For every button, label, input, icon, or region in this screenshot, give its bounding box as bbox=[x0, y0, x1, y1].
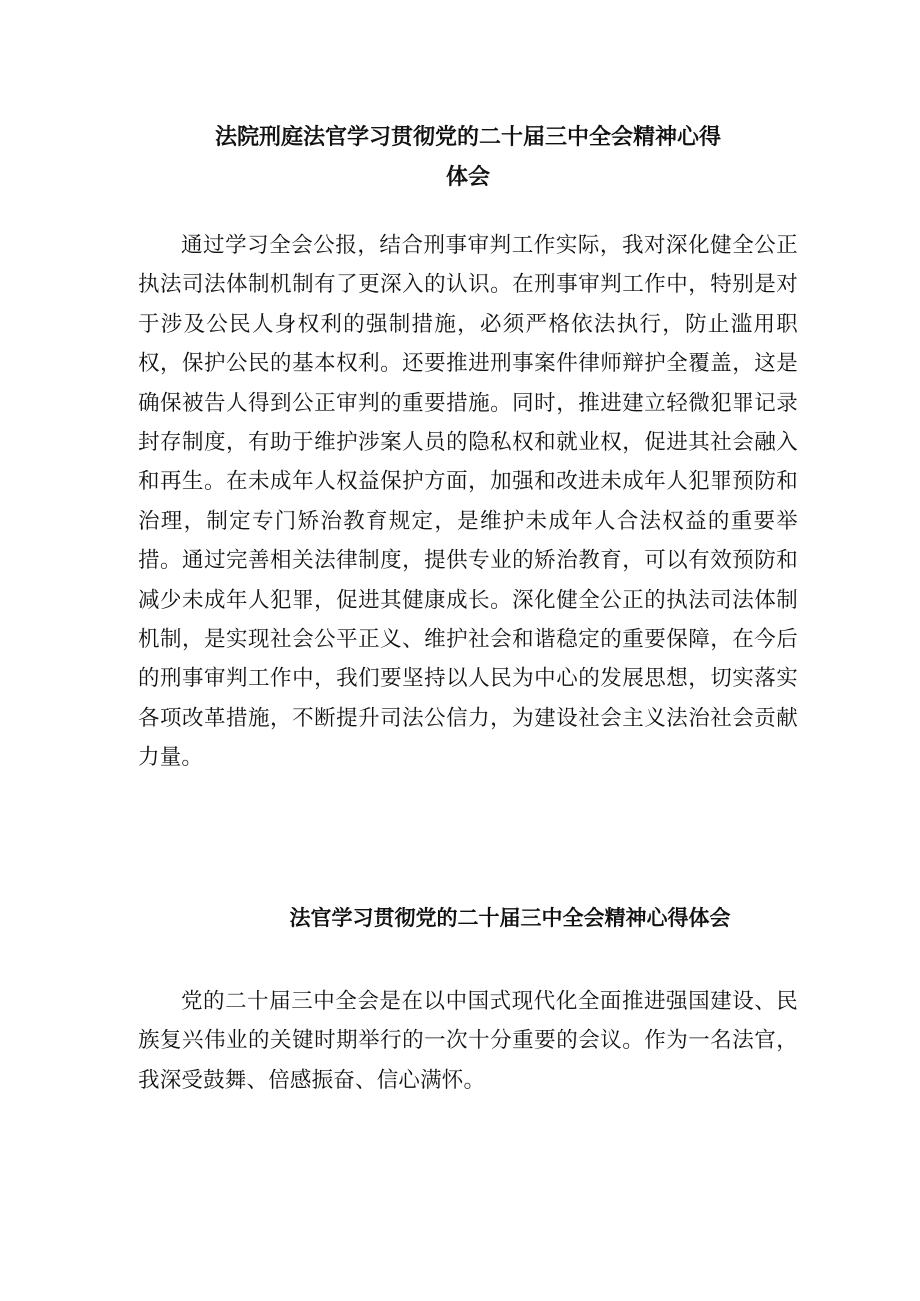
document-title bbox=[138, 118, 798, 198]
section-2-title: 法官学习贯彻党的二十届三中全会精神心得体会 bbox=[289, 906, 731, 930]
document-title-line2: 体会 bbox=[445, 165, 490, 190]
document-title-line1: 法院刑庭法官学习贯彻党的二十届三中全会精神心得 bbox=[214, 125, 721, 150]
paragraph-2: 党的二十届三中全会是在以中国式现代化全面推进强国建设、民族复兴伟业的关键时期举行的一次十分重要的会议。作为一名法官，我深受鼓舞、倍感振奋、信心满怀。 bbox=[138, 989, 798, 1093]
paragraph-1: 通过学习全会公报，结合刑事审判工作实际，我对深化健全公正执法司法体制机制有了更深入的认识。在刑事审判工作中，特别是对于涉及公民人身权利的强制措施，必须严格依法执行，防止滥用职权，保护公民的基本权利。还要推进刑事案件律师辩护全覆盖，这是确保被告人得到公正审判的重要措施。同时，推进建立轻微犯罪记录封存制度，有助于维护涉案人员的隐私权和就业权，促进其社会融入和再生。在未成年人权益保护方面，加强和改进未成年人犯罪预防和治理，制定专门矫治教育规定，是维护未成年人合法权益的重要举措。通过完善相关法律制度，提供专业的矫治教育，可以有效预防和减少未成年人犯罪，促进其健康成长。深化健全公正的执法司法体制机制，是实现社会公平正义、维护社会和谐稳定的重要保障，在今后的刑事审判工作中，我们要坚持以人民为中心的发展思想，切实落实各项改革措施，不断提升司法公信力，为建设社会主义法治社会贡献力量。 bbox=[138, 233, 798, 771]
